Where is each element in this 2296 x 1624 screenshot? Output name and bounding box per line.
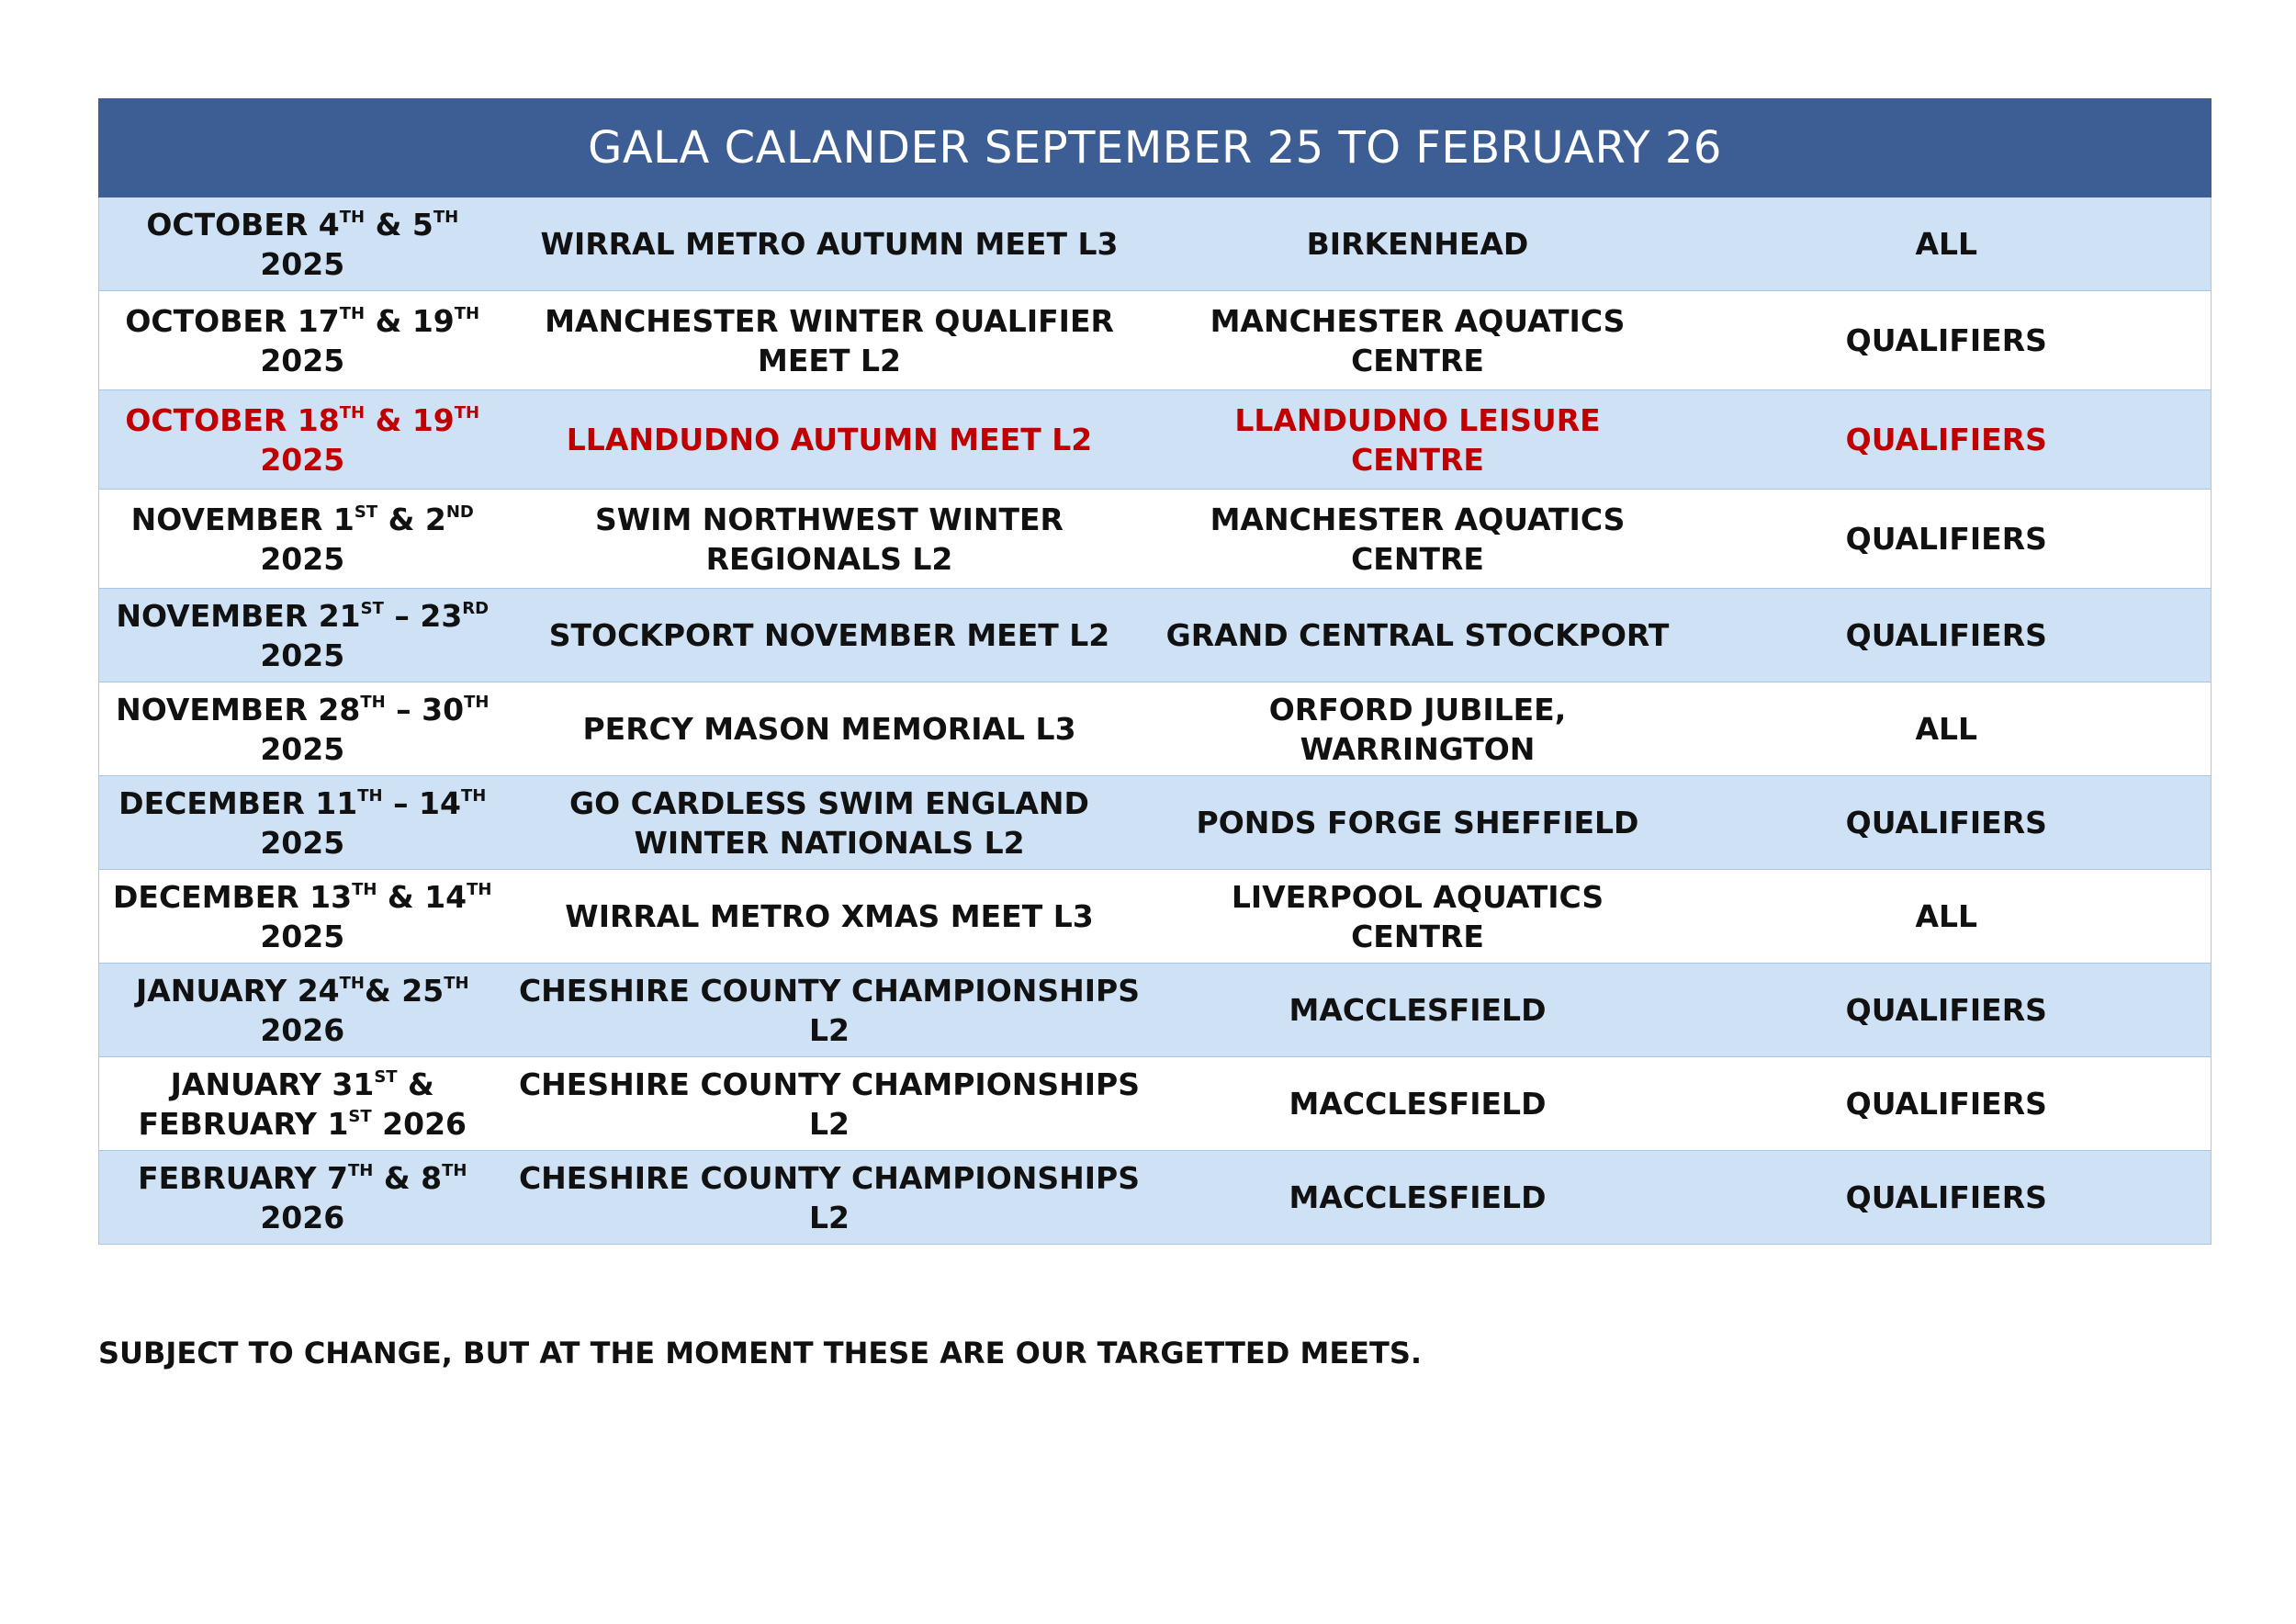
meet-name: CHESHIRE COUNTY CHAMPIONSHIPS L2 [506,1151,1154,1245]
table-row [99,776,2212,870]
meet-name: GO CARDLESS SWIM ENGLAND WINTER NATIONALS L2 [506,776,1154,870]
table-row [99,490,2212,589]
table-row [99,1057,2212,1151]
meet-date: DECEMBER 13TH & 14TH 2025 [99,870,506,964]
meet-venue: MANCHESTER AQUATICS CENTRE [1154,291,1683,390]
meet-venue: MACCLESFIELD [1154,964,1683,1057]
meet-group: QUALIFIERS [1683,964,2212,1057]
calendar-title: GALA CALANDER SEPTEMBER 25 TO FEBRUARY 26 [99,99,2212,197]
meet-date: OCTOBER 17TH & 19TH 2025 [99,291,506,390]
title-row [99,99,2212,197]
meet-name: WIRRAL METRO AUTUMN MEET L3 [506,197,1154,291]
table-row-highlighted [99,390,2212,490]
meet-name: STOCKPORT NOVEMBER MEET L2 [506,589,1154,682]
meet-date: OCTOBER 18TH & 19TH 2025 [99,390,506,490]
meet-date: NOVEMBER 28TH – 30TH 2025 [99,682,506,776]
meet-venue: MACCLESFIELD [1154,1151,1683,1245]
meet-group: ALL [1683,197,2212,291]
meet-group: QUALIFIERS [1683,291,2212,390]
meet-venue: MANCHESTER AQUATICS CENTRE [1154,490,1683,589]
meet-date: JANUARY 24TH& 25TH 2026 [99,964,506,1057]
meet-date: FEBRUARY 7TH & 8TH 2026 [99,1151,506,1245]
meet-group: QUALIFIERS [1683,490,2212,589]
meet-group: QUALIFIERS [1683,589,2212,682]
meet-venue: LLANDUDNO LEISURE CENTRE [1154,390,1683,490]
gala-calendar-table [98,98,2212,1245]
meet-venue: BIRKENHEAD [1154,197,1683,291]
meet-date: DECEMBER 11TH – 14TH 2025 [99,776,506,870]
table-row [99,197,2212,291]
meet-group: ALL [1683,682,2212,776]
meet-venue: MACCLESFIELD [1154,1057,1683,1151]
meet-venue: LIVERPOOL AQUATICS CENTRE [1154,870,1683,964]
meet-date: NOVEMBER 21ST – 23RD 2025 [99,589,506,682]
meet-name: SWIM NORTHWEST WINTER REGIONALS L2 [506,490,1154,589]
table-row [99,589,2212,682]
meet-name: MANCHESTER WINTER QUALIFIER MEET L2 [506,291,1154,390]
meet-date: OCTOBER 4TH & 5TH 2025 [99,197,506,291]
table-row [99,1151,2212,1245]
meet-name: CHESHIRE COUNTY CHAMPIONSHIPS L2 [506,1057,1154,1151]
meet-venue: ORFORD JUBILEE, WARRINGTON [1154,682,1683,776]
meet-venue: PONDS FORGE SHEFFIELD [1154,776,1683,870]
table-row [99,682,2212,776]
meet-group: QUALIFIERS [1683,1057,2212,1151]
meet-name: CHESHIRE COUNTY CHAMPIONSHIPS L2 [506,964,1154,1057]
table-row [99,870,2212,964]
table-row [99,291,2212,390]
footnote: SUBJECT TO CHANGE, BUT AT THE MOMENT THESE ARE OUR TARGETTED MEETS. [98,1336,1423,1370]
table-row [99,964,2212,1057]
meet-name: LLANDUDNO AUTUMN MEET L2 [506,390,1154,490]
meet-date: NOVEMBER 1ST & 2ND 2025 [99,490,506,589]
meet-group: ALL [1683,870,2212,964]
meet-group: QUALIFIERS [1683,776,2212,870]
meet-date: JANUARY 31ST & FEBRUARY 1ST 2026 [99,1057,506,1151]
meet-name: WIRRAL METRO XMAS MEET L3 [506,870,1154,964]
meet-group: QUALIFIERS [1683,1151,2212,1245]
meet-venue: GRAND CENTRAL STOCKPORT [1154,589,1683,682]
meet-group: QUALIFIERS [1683,390,2212,490]
meet-name: PERCY MASON MEMORIAL L3 [506,682,1154,776]
